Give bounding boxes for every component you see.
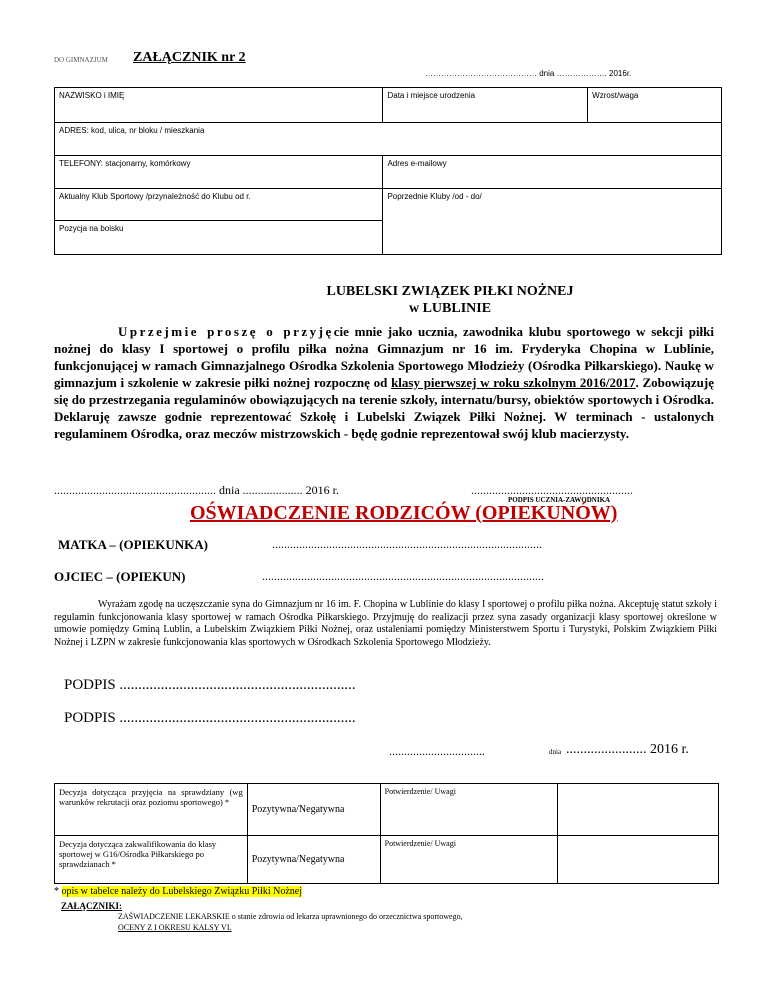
header-date-line: …………………………………… dnia ………………. 2016r. — [425, 69, 632, 78]
declaration-text-2: . Zobowiązuję się do przestrzegania regulaminów obowiązujących na terenie szkoły, internatu/bursy, obiektów sportowych i Ośrodka. Deklaruję zawsze godnie reprezentować Szkołę i Lubelski Związek Piłki Nożnej. W terminach - ustalonych regulaminem Ośrodka, oraz meczów mistrzowskich - będę godnie reprezentował swój klub macierzysty. — [54, 375, 715, 441]
addressee-line2: w LUBLINIE — [408, 301, 492, 316]
attachment-item-1-rest: o stanie zdrowia od lekarza uprawnionego do orzecznictwa sportowego, — [229, 912, 463, 921]
decision-row1-note[interactable]: Potwierdzenie/ Uwagi — [380, 784, 558, 836]
parent-signature-2: PODPIS ............................................................... — [64, 710, 356, 726]
decision-row2-note[interactable]: Potwierdzenie/ Uwagi — [380, 836, 558, 884]
student-date-line: ...................................................... dnia .................... 2016 r. — [54, 483, 339, 497]
mother-label: MATKA – (OPIEKUNKA) — [58, 537, 208, 552]
cell-phone[interactable]: TELEFONY: stacjonarny, komórkowy — [55, 156, 383, 189]
cell-current-club[interactable]: Aktualny Klub Sportowy /przynależność do Klubu od r. — [55, 189, 383, 221]
footer-note-text: opis w tabelce należy do Lubelskiego Związku Piłki Nożnej — [61, 886, 302, 897]
declaration-class-year: klasy pierwszej w roku szkolnym 2016/2017 — [391, 375, 636, 390]
addressee-line1: LUBELSKI ZWIĄZEK PIŁKI NOŻNEJ — [326, 284, 574, 299]
declaration-text-1: cie mnie jako ucznia, zawodnika klubu sportowego w sekcji piłki nożnej do klasy I sportowej o profilu piłka nożna Gimnazjum nr 16 im. Fryderyka Chopina w Lublinie, funkcjonującej w ramach Gimnazjalnego Ośrodka Szkolenia Sportowego Młodzieży (Ośrodka Piłkarskiego). Naukę w gimnazjum i szkolenie w zakresie piłki nożnej rozpocznę od — [54, 324, 714, 390]
decision-row1-value[interactable]: Pozytywna/Negatywna — [247, 784, 380, 836]
footer-note — [54, 886, 302, 897]
cell-position[interactable]: Pozycja na boisku — [55, 221, 383, 255]
attachment-item-2: OCENY Z I OKRESU KALSY VI. — [118, 923, 232, 932]
parents-date-dots: ................................ — [389, 744, 485, 758]
cell-birth[interactable]: Data i miejsce urodzenia — [383, 88, 588, 123]
attachments-title: ZAŁĄCZNIKI: — [61, 901, 123, 911]
cell-surname-name[interactable]: NAZWISKO i IMIĘ — [55, 88, 383, 123]
parents-date-line: ....................... 2016 r. — [566, 742, 689, 757]
student-signature-dots: ...................................................... — [471, 483, 633, 497]
parents-date-dnia: dnia — [549, 748, 562, 756]
father-label: OJCIEC – (OPIEKUN) — [54, 569, 186, 584]
parent-signature-1: PODPIS ............................................................... — [64, 677, 356, 693]
cell-height-weight[interactable]: Wzrost/waga — [588, 88, 722, 123]
decision-table — [54, 783, 719, 884]
student-signature-caption: PODPIS UCZNIA-ZAWODNIKA — [508, 496, 611, 504]
declaration-paragraph — [54, 323, 714, 442]
parents-statement-heading: OŚWIADCZENIE RODZICÓW (OPIEKUNÓW) — [190, 502, 618, 524]
decision-row2-label: Decyzja dotycząca zakwalifikowania do klasy sportowej w G16/Ośrodka Piłkarskiego po sprawdzianach * — [55, 836, 248, 884]
cell-address[interactable]: ADRES: kod, ulica, nr bloku / mieszkania — [55, 123, 722, 156]
decision-row2-value[interactable]: Pozytywna/Negatywna — [247, 836, 380, 884]
addressee — [300, 283, 600, 317]
header-small-label: DO GIMNAZJUM — [54, 56, 108, 64]
attachment-item-1 — [118, 912, 463, 921]
personal-data-table — [54, 87, 722, 255]
mother-signature-dots: .......................................................................................... — [272, 537, 542, 551]
decision-row2-empty[interactable] — [558, 836, 719, 884]
parents-consent-text: Wyrażam zgodę na uczęszczanie syna do Gimnazjum nr 16 im. F. Chopina w Lublinie do klasy I sportowej o profilu piłka nożna. Akceptuję statut szkoły i regulamin funkcjonowania klasy sportowej w ramach Ośrodka Piłkarskiego. Przyjmuję do realizacji przez syna zasady organizacji klasy sportowej określone w umowie pomiędzy Gminą Lublin, a Lubelskim Związkiem Piłki Nożnej, oraz ustaleniami pomiędzy Ministerstwem Sportu i Turystyki, Polskim Związkiem Piłki Nożnej i LZPN w zakresie funkcjonowania klas sportowych w Ośrodkach Szkolenia Sportowego Młodzieży. — [54, 599, 717, 648]
cell-email[interactable]: Adres e-mailowy — [383, 156, 722, 189]
footer-star: * — [54, 886, 62, 897]
cell-previous-clubs[interactable]: Poprzednie Kluby /od - do/ — [383, 189, 722, 255]
decision-row1-label: Decyzja dotycząca przyjęcia na sprawdziany (wg warunków rekrutacji oraz poziomu sportowego) * — [55, 784, 248, 836]
attachment-item-1-caps: ZAŚWIADCZENIE LEKARSKIE — [118, 912, 230, 921]
attachment-title: ZAŁĄCZNIK nr 2 — [133, 50, 246, 65]
father-signature-dots: .............................................................................................. — [262, 569, 544, 583]
decision-row1-empty[interactable] — [558, 784, 719, 836]
declaration-opening: Uprzejmie proszę o przyję — [118, 324, 334, 339]
